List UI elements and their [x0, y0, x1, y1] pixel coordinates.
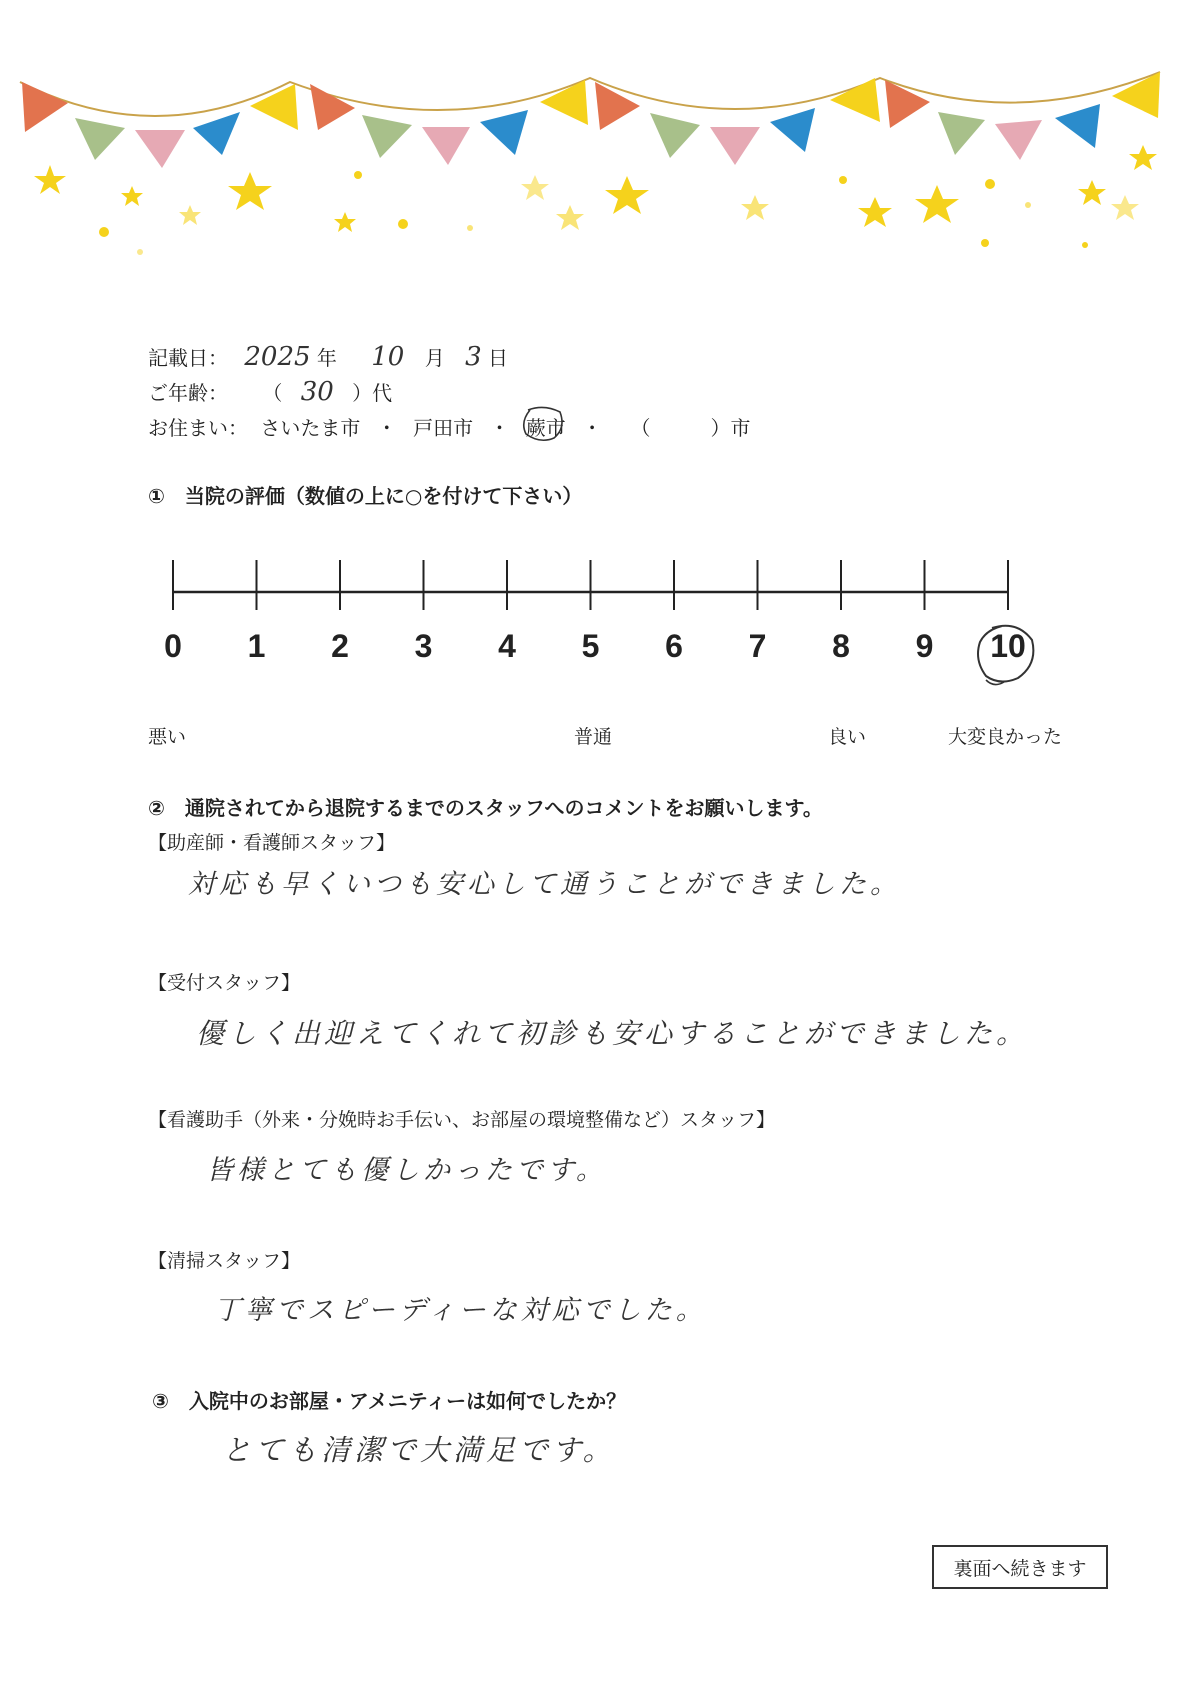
rating-option-7[interactable]: 7	[748, 628, 767, 664]
scale-label-bad: 悪い	[148, 726, 187, 748]
rating-option-3[interactable]: 3	[414, 628, 433, 664]
staff-comment-reception[interactable]: 優しく出迎えてくれて初診も安心することができました。	[196, 1017, 1029, 1050]
continue-on-back-label: 裏面へ続きます	[932, 1545, 1108, 1589]
rating-option-10[interactable]: 10	[990, 628, 1026, 664]
rating-option-4[interactable]: 4	[498, 628, 516, 664]
bunting-banner	[0, 0, 1190, 270]
scale-label-good: 良い	[828, 726, 867, 748]
rating-option-0[interactable]: 0	[164, 628, 182, 664]
residence-separator: ・	[376, 416, 397, 440]
staff-comment-assistant[interactable]: 皆様とても優しかったです。	[206, 1155, 607, 1186]
q3-answer[interactable]: とても清潔で大満足です。	[222, 1433, 616, 1467]
staff-comment-nurse[interactable]: 対応も早くいつも安心して通うことができました。	[188, 869, 901, 900]
date-row	[148, 342, 508, 372]
staff-category-label: 【受付スタッフ】	[148, 972, 301, 994]
rating-selected-circle-icon	[972, 620, 1042, 692]
rating-option-8[interactable]: 8	[832, 628, 850, 664]
residence-option-saitama[interactable]: さいたま市	[260, 416, 361, 440]
date-year-unit: 年	[316, 346, 337, 370]
residence-option-toda[interactable]: 戸田市	[413, 416, 474, 440]
age-row	[148, 377, 392, 407]
rating-option-6[interactable]: 6	[665, 628, 683, 664]
age-value[interactable]: 30	[300, 377, 334, 407]
staff-category-label: 【助産師・看護師スタッフ】	[148, 832, 396, 854]
rating-option-2[interactable]: 2	[331, 628, 349, 664]
age-label: ご年齢：	[148, 381, 228, 405]
selection-circle-icon	[520, 404, 568, 444]
date-day-unit: 日	[487, 346, 508, 370]
rating-scale-ticks	[173, 560, 1008, 610]
rating-option-5[interactable]: 5	[581, 628, 600, 664]
rating-option-1[interactable]: 1	[247, 628, 266, 664]
staff-category-label: 【看護助手（外来・分娩時お手伝い、お部屋の環境整備など）スタッフ】	[148, 1109, 776, 1131]
staff-category-label: 【清掃スタッフ】	[148, 1250, 301, 1272]
residence-option-warabi-label: 蕨市	[525, 416, 566, 440]
residence-separator: ・	[582, 416, 603, 440]
scale-label-normal: 普通	[574, 726, 613, 748]
bunting-flags	[22, 72, 1160, 168]
residence-other[interactable]: （ ）市	[630, 416, 751, 440]
rating-scale	[160, 550, 1020, 620]
date-year-value[interactable]: 2025	[244, 342, 311, 372]
age-close: ）代	[352, 381, 393, 405]
date-month-unit: 月	[424, 346, 445, 370]
age-open: （	[262, 381, 283, 405]
date-day-value[interactable]: 3	[465, 342, 482, 372]
scale-label-excellent: 大変良かった	[948, 726, 1063, 748]
q1-title: ① 当院の評価（数値の上に○を付けて下さい）	[148, 484, 583, 508]
date-label: 記載日：	[148, 346, 228, 370]
q2-title: ② 通院されてから退院するまでのスタッフへのコメントをお願いします。	[148, 796, 823, 820]
star-decorations	[34, 145, 1157, 255]
staff-comment-cleaning[interactable]: 丁寧でスピーディーな対応でした。	[214, 1295, 707, 1326]
residence-option-warabi[interactable]	[526, 412, 566, 441]
q3-title: ③ 入院中のお部屋・アメニティーは如何でしたか？	[152, 1389, 627, 1413]
residence-label: お住まい：	[148, 416, 248, 440]
date-month-value[interactable]: 10	[371, 342, 405, 372]
bunting-string	[20, 72, 1160, 116]
rating-option-9[interactable]: 9	[915, 628, 934, 664]
residence-row	[148, 412, 751, 441]
residence-separator: ・	[489, 416, 510, 440]
